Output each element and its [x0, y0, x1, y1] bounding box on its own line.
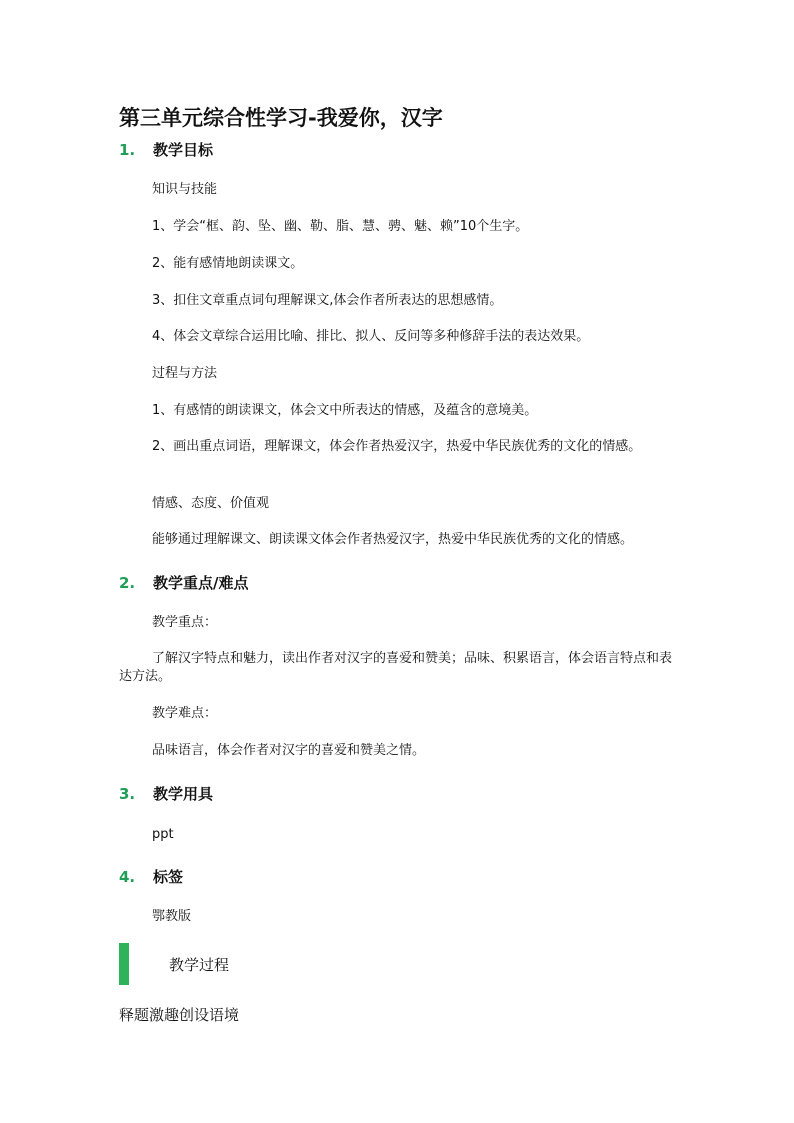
knowledge-heading: 知识与技能 — [152, 182, 218, 197]
process-heading-label: 教学过程 — [169, 956, 230, 974]
emotion-item-1: 能够通过理解课文、朗读课文体会作者热爱汉字，热爱中华民族优秀的文化的情感。 — [152, 532, 634, 547]
section-heading-tag — [119, 866, 183, 887]
process-item-2-text: 2、画出重点词语，理解课文，体会作者热爱汉字，热爱中华民族优秀的文化的情感。 — [152, 439, 642, 454]
process-heading: 过程与方法 — [152, 366, 218, 381]
section-number: 2. — [119, 574, 136, 592]
knowledge-item-4: 4、体会文章综合运用比喻、排比、拟人、反问等多种修辞手法的表达效果。 — [152, 329, 590, 344]
difficulty-heading: 教学难点： — [152, 706, 218, 721]
section-heading-goals — [119, 139, 213, 160]
process-item-1: 1、有感情的朗读课文，体会文中所表达的情感，及蕴含的意境美。 — [152, 403, 538, 418]
section-label: 教学目标 — [153, 141, 214, 159]
knowledge-item-2: 2、能有感情地朗读课文。 — [152, 256, 304, 271]
tools-text: ppt — [152, 827, 174, 842]
process-accent-bar — [119, 943, 129, 985]
section-label: 标签 — [153, 868, 184, 886]
emotion-heading: 情感、态度、价值观 — [152, 496, 270, 511]
section-number: 3. — [119, 785, 136, 803]
focus-heading: 教学重点： — [152, 615, 218, 630]
tag-text: 鄂教版 — [152, 909, 192, 924]
section-heading-keypoints — [119, 572, 248, 593]
difficulty-text: 品味语言，体会作者对汉字的喜爱和赞美之情。 — [152, 743, 426, 758]
section-label: 教学重点/难点 — [153, 574, 249, 592]
focus-text — [119, 650, 679, 686]
section-number: 4. — [119, 868, 136, 886]
knowledge-item-3: 3、扣住文章重点词句理解课文,体会作者所表达的思想感情。 — [152, 293, 503, 308]
knowledge-item-1: 1、学会“框、韵、坠、幽、勒、脂、慧、骋、魅、赖”10个生字。 — [152, 219, 529, 234]
document-title: 第三单元综合性学习-我爱你，汉字 — [119, 106, 443, 130]
section-heading-tools — [119, 783, 213, 804]
section-number: 1. — [119, 141, 136, 159]
section-label: 教学用具 — [153, 785, 214, 803]
first-step-heading: 释题激趣创设语境 — [119, 1006, 240, 1024]
focus-text-content: 了解汉字特点和魅力，读出作者对汉字的喜爱和赞美；品味、积累语言，体会语言特点和表达方法。 — [119, 651, 673, 684]
process-item-2 — [119, 438, 679, 456]
